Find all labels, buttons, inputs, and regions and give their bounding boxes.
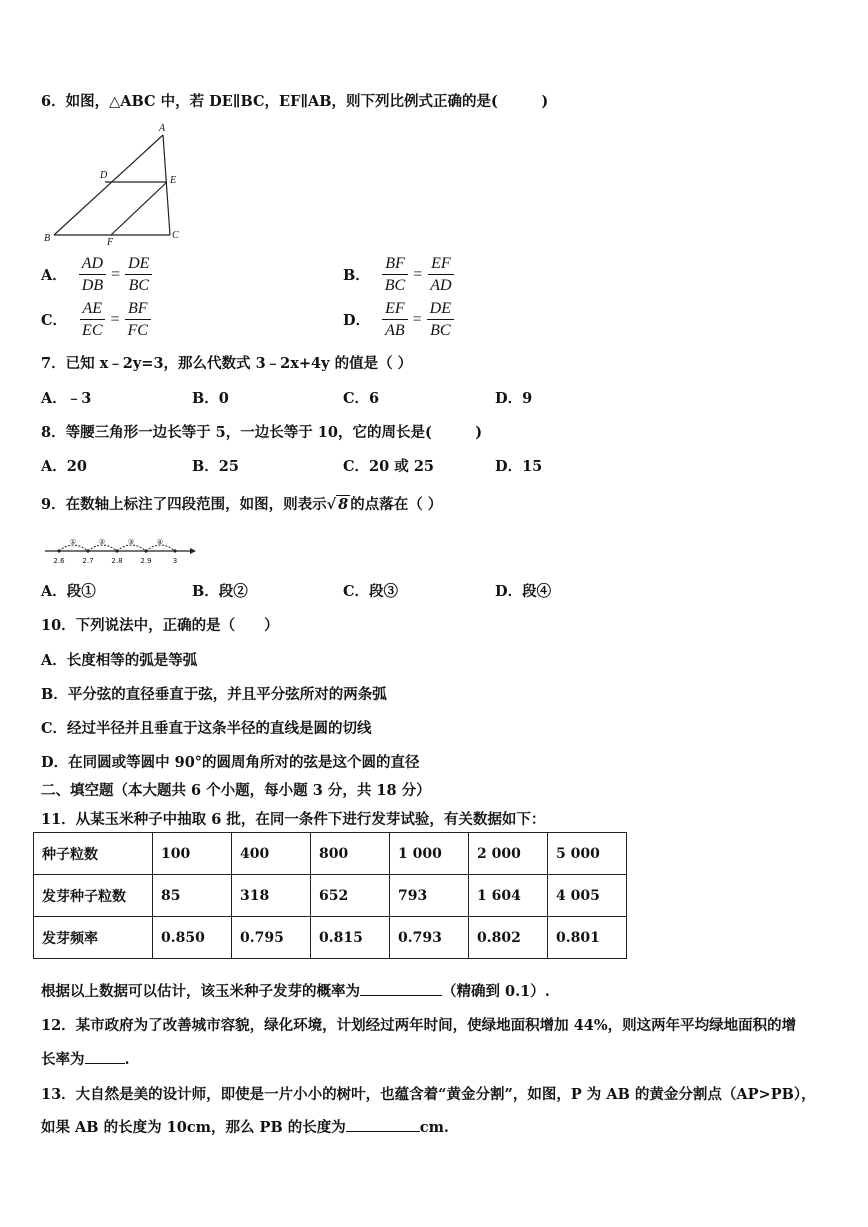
q8-option-c: C．20 或 25 — [343, 458, 434, 475]
tick-2-9: 2.9 — [140, 557, 152, 565]
q7-stem: 7．已知 x﹣2y=3，那么代数式 3﹣2x+4y 的值是（ ） — [41, 355, 413, 372]
q7-option-c: C．6 — [343, 390, 380, 407]
q12-line1: 12．某市政府为了改善城市容貌，绿化环境，计划经过两年时间，使绿地面积增加 44%，则这两年平均绿地面积的增 — [41, 1017, 797, 1034]
q7-option-d: D．9 — [495, 390, 533, 407]
label-A: A — [159, 123, 166, 134]
q10-option-c: C．经过半径并且垂直于这条半径的直线是圆的切线 — [41, 720, 372, 737]
q11-stem: 11．从某玉米种子中抽取 6 批，在同一条件下进行发芽试验，有关数据如下： — [41, 811, 546, 828]
segment-4: ④ — [156, 538, 164, 546]
q8-stem: 8．等腰三角形一边长等于 5，一边长等于 10，它的周长是( ) — [41, 424, 483, 441]
q7-option-b: B．0 — [192, 390, 229, 407]
q10-option-b: B．平分弦的直径垂直于弦，并且平分弦所对的两条弧 — [41, 686, 387, 703]
q10-option-d: D．在同圆或等圆中 90°的圆周角所对的弦是这个圆的直径 — [41, 754, 420, 771]
q9-number-line-figure — [42, 533, 197, 569]
q6-option-a: A． $\frac{AD}{DB}$ = $\frac{DE}{BC}$ — [41, 254, 152, 295]
q8-option-a: A．20 — [41, 458, 87, 475]
label-C: C — [172, 230, 179, 241]
q8-option-d: D．15 — [495, 458, 543, 475]
label-D: D — [100, 170, 108, 181]
q10-stem: 10．下列说法中，正确的是（ ） — [41, 617, 279, 634]
answer-blank[interactable] — [346, 1131, 420, 1132]
label-B: B — [44, 233, 51, 244]
q6-stem: 6．如图，△ABC 中，若 DE∥BC，EF∥AB，则下列比例式正确的是( ) — [41, 93, 549, 110]
label-E: E — [170, 175, 177, 186]
q6-option-b: B． $\frac{BF}{BC}$ = $\frac{EF}{AD}$ — [343, 254, 455, 295]
answer-blank[interactable] — [85, 1063, 125, 1064]
q9-option-d: D．段④ — [495, 583, 552, 600]
q13-line1: 13．大自然是美的设计师，即使是一片小小的树叶，也蕴含着“黄金分割”，如图，P 为 AB 的黄金分割点（AP>PB）， — [41, 1086, 816, 1103]
tick-2-6: 2.6 — [53, 557, 65, 565]
q9-option-c: C．段③ — [343, 583, 399, 600]
segment-3: ③ — [127, 538, 135, 546]
q11-data-table — [33, 832, 627, 959]
q7-option-a: A．﹣3 — [41, 390, 92, 407]
q9-option-b: B．段② — [192, 583, 248, 600]
q6-option-d: D． $\frac{EF}{AB}$ = $\frac{DE}{BC}$ — [343, 299, 454, 340]
q6-triangle-figure — [38, 120, 188, 250]
q11-answer-line: 根据以上数据可以估计，该玉米种子发芽的概率为 （精确到 0.1）. — [41, 983, 550, 1000]
q9-stem: 9．在数轴上标注了四段范围，如图，则表示√ 8 的点落在（ ） — [41, 496, 443, 513]
table-row: 种子粒数 100 400 800 1 000 2 000 5 000 — [34, 833, 627, 875]
q13-line2: 如果 AB 的长度为 10cm，那么 PB 的长度为 cm. — [41, 1119, 449, 1136]
label-F: F — [107, 237, 114, 248]
q12-line2: 长率为 . — [41, 1051, 130, 1068]
tick-2-8: 2.8 — [111, 557, 123, 565]
sqrt-expression: √ 8 — [326, 496, 349, 513]
segment-1: ① — [69, 538, 77, 546]
q6-option-c: C． $\frac{AE}{EC}$ = $\frac{BF}{FC}$ — [41, 299, 151, 340]
tick-2-7: 2.7 — [82, 557, 94, 565]
section-heading: 二、填空题（本大题共 6 个小题，每小题 3 分，共 18 分） — [41, 782, 431, 799]
table-row: 发芽频率 0.850 0.795 0.815 0.793 0.802 0.801 — [34, 917, 627, 959]
tick-3: 3 — [172, 557, 178, 565]
answer-blank[interactable] — [360, 995, 442, 996]
q8-option-b: B．25 — [192, 458, 239, 475]
q10-option-a: A．长度相等的弧是等弧 — [41, 652, 198, 669]
q9-option-a: A．段① — [41, 583, 96, 600]
table-row: 发芽种子粒数 85 318 652 793 1 604 4 005 — [34, 875, 627, 917]
segment-2: ② — [98, 538, 106, 546]
